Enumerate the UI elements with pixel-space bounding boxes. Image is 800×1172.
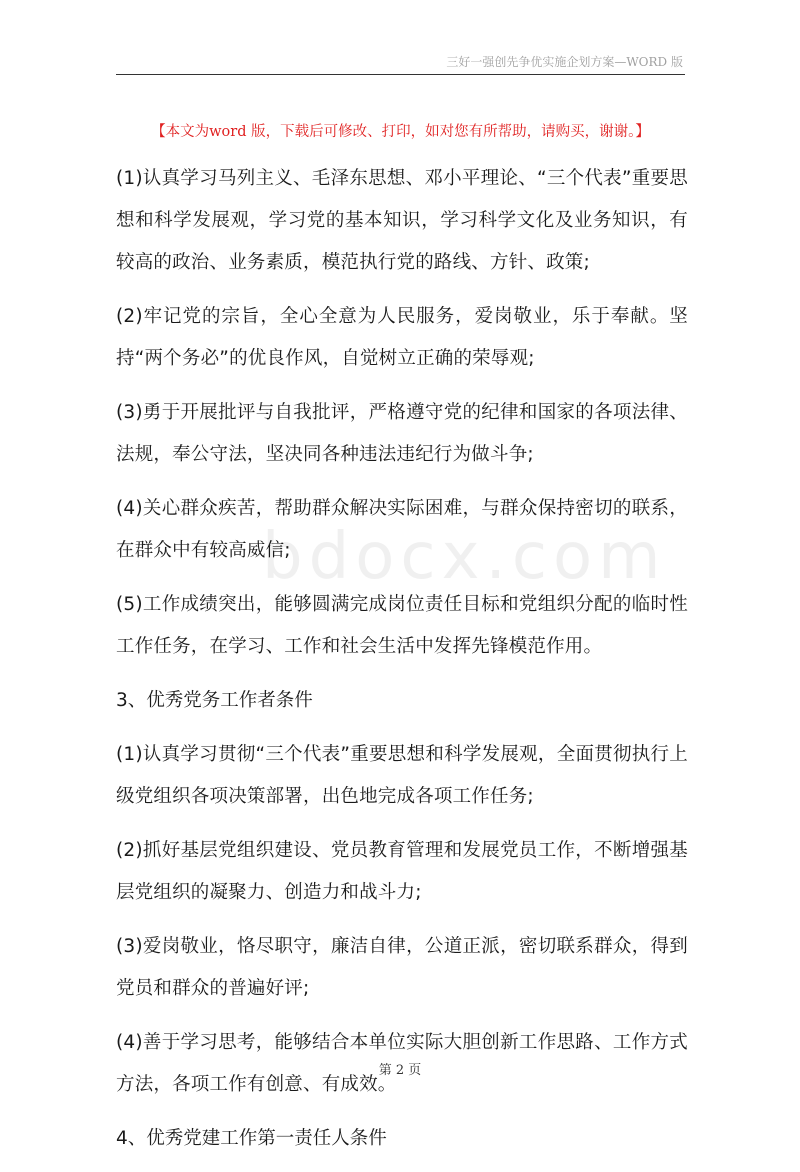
section-heading-3: 3、优秀党务工作者条件 [116,690,313,711]
section-heading-4: 4、优秀党建工作第一责任人条件 [116,1128,387,1149]
header-title: 三好一强创先争优实施企划方案—WORD 版 [446,55,683,69]
watermark: bdocx.com [262,520,667,594]
download-notice: 【本文为word 版，下载后可修改、打印，如对您有所帮助，请购买，谢谢。】 [151,124,650,140]
condition-item-2: (2)牢记党的宗旨，全心全意为人民服务，爱岗敬业，乐于奉献。坚持“两个务必”的优良作风，自觉树立正确的荣辱观; [116,306,688,369]
party-worker-item-1: (1)认真学习贯彻“三个代表”重要思想和科学发展观，全面贯彻执行上级党组织各项决策部署，出色地完成各项工作任务; [116,744,688,807]
condition-item-5: (5)工作成绩突出，能够圆满完成岗位责任目标和党组织分配的临时性工作任务，在学习、工作和社会生活中发挥先锋模范作用。 [116,594,688,657]
page-number: 第 2 页 [378,1063,422,1078]
party-worker-item-3: (3)爱岗敬业，恪尽职守，廉洁自律，公道正派，密切联系群众，得到党员和群众的普遍好评; [116,936,688,999]
condition-item-3: (3)勇于开展批评与自我批评，严格遵守党的纪律和国家的各项法律、法规，奉公守法，坚决同各种违法违纪行为做斗争; [116,402,688,465]
party-worker-item-4: (4)善于学习思考，能够结合本单位实际大胆创新工作思路、工作方式方法，各项工作有创意、有成效。 [116,1032,688,1095]
condition-item-1: (1)认真学习马列主义、毛泽东思想、邓小平理论、“三个代表”重要思想和科学发展观，学习党的基本知识，学习科学文化及业务知识，有较高的政治、业务素质，模范执行党的路线、方针、政策; [116,168,688,273]
page-header [116,50,685,75]
document-body [116,158,688,1172]
condition-item-4: (4)关心群众疾苦，帮助群众解决实际困难，与群众保持密切的联系，在群众中有较高威信; [116,498,688,561]
party-worker-item-2: (2)抓好基层党组织建设、党员教育管理和发展党员工作，不断增强基层党组织的凝聚力、创造力和战斗力; [116,840,688,903]
